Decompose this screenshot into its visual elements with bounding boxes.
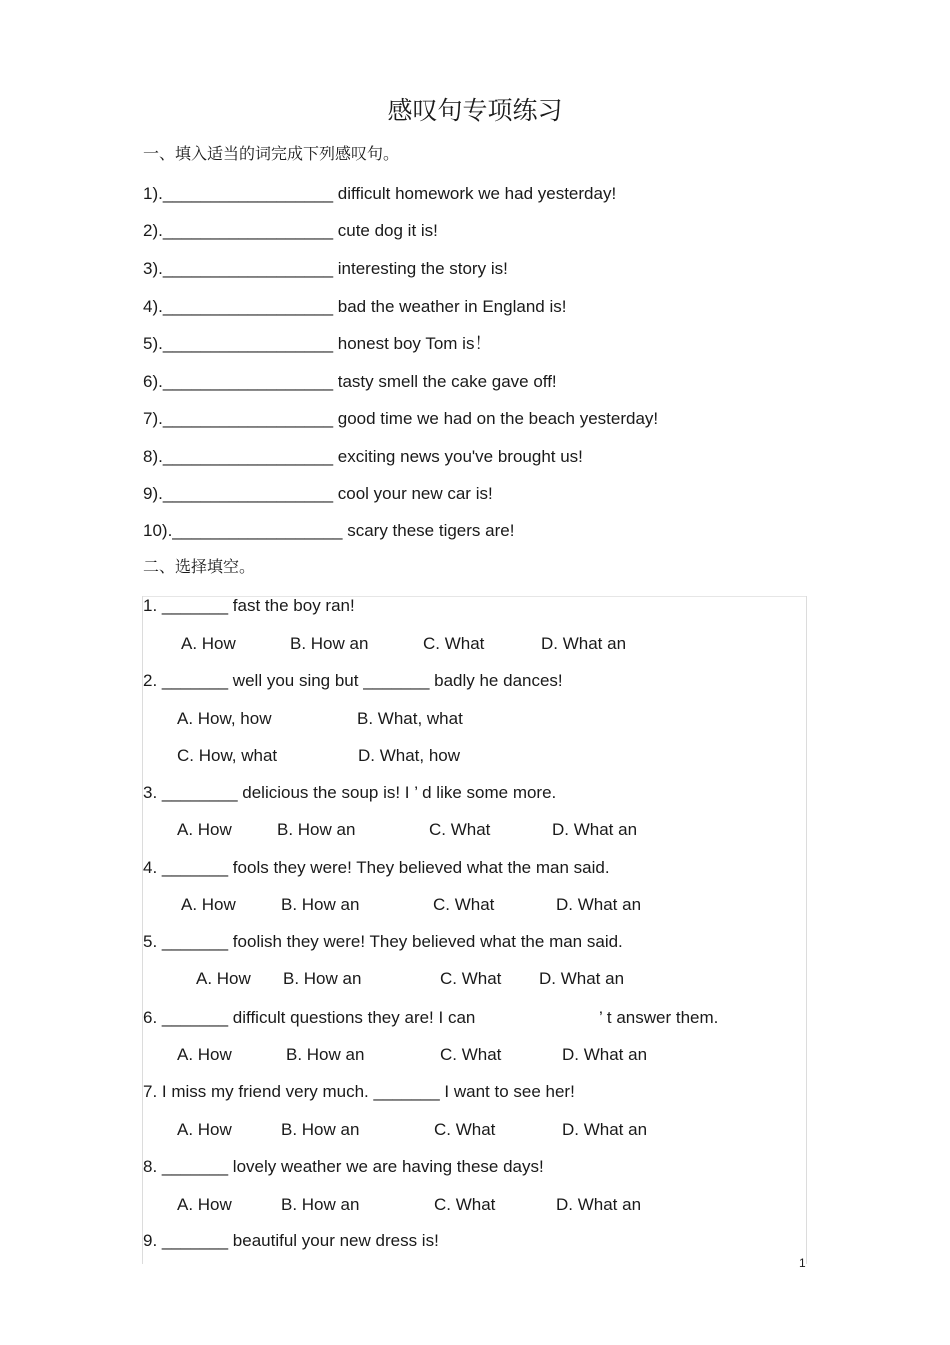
q3-option-c: C. What xyxy=(429,820,491,839)
q7-option-c: C. What xyxy=(434,1120,496,1139)
q6-option-d: D. What an xyxy=(562,1045,648,1064)
q2-option-a: A. How, how xyxy=(177,709,272,728)
choice-question-8: 8. _______ lovely weather we are having these days! xyxy=(143,1157,544,1176)
q1-option-b: B. How an xyxy=(290,634,369,653)
q6-option-a: A. How xyxy=(177,1045,232,1064)
q4-option-d: D. What an xyxy=(556,895,642,914)
choice-question-2: 2. _______ well you sing but _______ badly he dances! xyxy=(143,671,563,690)
q5-option-a: A. How xyxy=(196,969,251,988)
q8-option-c: C. What xyxy=(434,1195,496,1214)
fill-item-10: 10).__________________ scary these tigers are! xyxy=(143,521,515,540)
choice-question-5: 5. _______ foolish they were! They believed what the man said. xyxy=(143,932,623,951)
q7-option-b: B. How an xyxy=(281,1120,360,1139)
q5-option-b: B. How an xyxy=(283,969,362,988)
question-frame-right xyxy=(806,596,807,1264)
fill-item-7: 7).__________________ good time we had on the beach yesterday! xyxy=(143,409,659,428)
q5-option-c: C. What xyxy=(440,969,502,988)
fill-item-2: 2).__________________ cute dog it is! xyxy=(143,221,438,240)
fill-item-6: 6).__________________ tasty smell the cake gave off! xyxy=(143,372,557,391)
q8-option-d: D. What an xyxy=(556,1195,642,1214)
fill-item-9: 9).__________________ cool your new car is! xyxy=(143,484,493,503)
q1-option-c: C. What xyxy=(423,634,485,653)
fill-item-3: 3).__________________ interesting the story is! xyxy=(143,259,508,278)
fill-item-4: 4).__________________ bad the weather in England is! xyxy=(143,297,567,316)
q4-option-a: A. How xyxy=(181,895,236,914)
q1-option-d: D. What an xyxy=(541,634,627,653)
q8-option-b: B. How an xyxy=(281,1195,360,1214)
choice-question-4: 4. _______ fools they were! They believed what the man said. xyxy=(143,858,610,877)
choice-question-6-tail: ’ t answer them. xyxy=(599,1008,719,1027)
q1-option-a: A. How xyxy=(181,634,236,653)
fill-item-5: 5).__________________ honest boy Tom is！ xyxy=(143,334,492,353)
q8-option-a: A. How xyxy=(177,1195,232,1214)
q6-option-c: C. What xyxy=(440,1045,502,1064)
q3-option-b: B. How an xyxy=(277,820,356,839)
choice-question-9: 9. _______ beautiful your new dress is! xyxy=(143,1231,439,1250)
q3-option-d: D. What an xyxy=(552,820,638,839)
section-heading-fill-in: 一、填入适当的词完成下列感叹句。 xyxy=(143,144,400,163)
q2-option-c: C. How, what xyxy=(177,746,278,765)
fill-item-1: 1).__________________ difficult homework we had yesterday! xyxy=(143,184,617,203)
q7-option-a: A. How xyxy=(177,1120,232,1139)
section-heading-choice: 二、选择填空。 xyxy=(143,557,256,576)
q6-option-b: B. How an xyxy=(286,1045,365,1064)
q5-option-d: D. What an xyxy=(539,969,625,988)
choice-question-6: 6. _______ difficult questions they are! I can xyxy=(143,1008,476,1027)
choice-question-1: 1. _______ fast the boy ran! xyxy=(143,596,355,615)
page-title: 感叹句专项练习 xyxy=(387,96,563,125)
fill-item-8: 8).__________________ exciting news you've brought us! xyxy=(143,447,583,466)
choice-question-3: 3. ________ delicious the soup is! I ’ d like some more. xyxy=(143,783,557,802)
q4-option-b: B. How an xyxy=(281,895,360,914)
page-number: 1 xyxy=(799,1256,806,1270)
q2-option-d: D. What, how xyxy=(358,746,461,765)
q3-option-a: A. How xyxy=(177,820,232,839)
choice-question-7: 7. I miss my friend very much. _______ I want to see her! xyxy=(143,1082,575,1101)
q2-option-b: B. What, what xyxy=(357,709,463,728)
q4-option-c: C. What xyxy=(433,895,495,914)
q7-option-d: D. What an xyxy=(562,1120,648,1139)
